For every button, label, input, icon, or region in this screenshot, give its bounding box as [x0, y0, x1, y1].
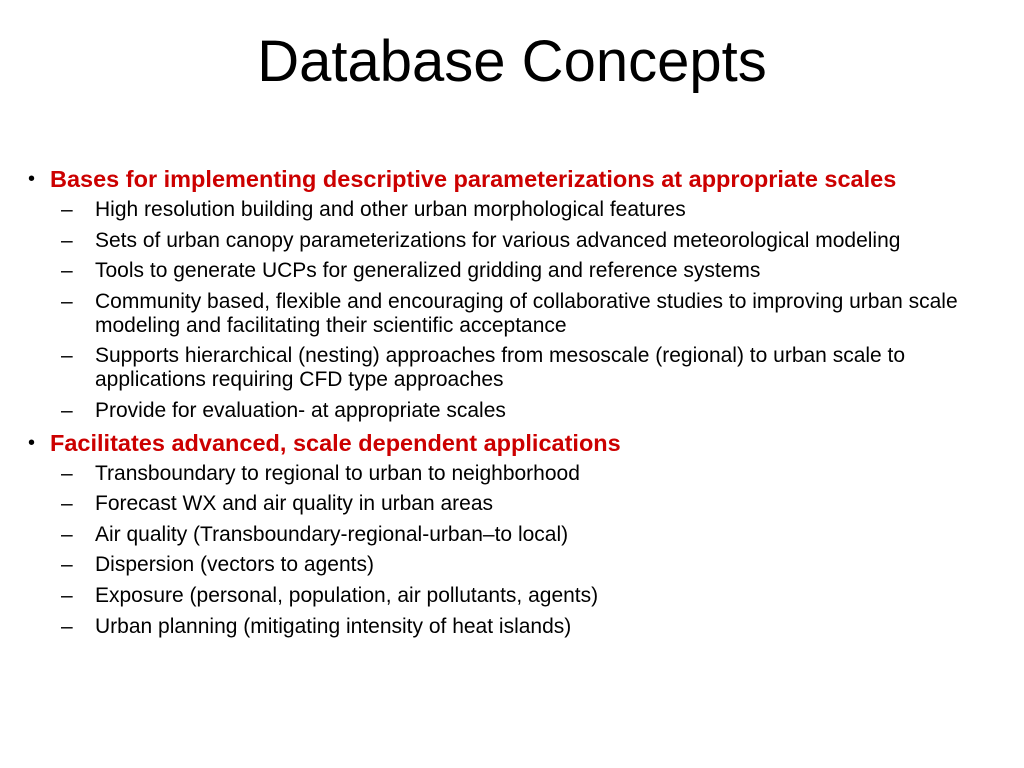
list-item	[28, 229, 1018, 253]
dash-icon: –	[61, 228, 73, 252]
list-item	[28, 584, 1018, 608]
slide-content	[28, 166, 1018, 645]
dash-icon: –	[61, 259, 73, 283]
list-item	[28, 290, 1018, 338]
list-item	[28, 259, 1018, 283]
dash-icon: –	[61, 198, 73, 221]
section-heading	[28, 166, 1018, 192]
list-item	[28, 615, 1018, 639]
dash-icon: –	[61, 492, 73, 516]
list-item-text: High resolution building and other urban morphological features	[95, 198, 686, 221]
section-heading-text: Bases for implementing descriptive parameterizations at appropriate scales	[50, 166, 897, 192]
list-item-text: Exposure (personal, population, air pollutants, agents)	[95, 583, 599, 607]
list-item	[28, 399, 1018, 423]
list-item-text: Air quality (Transboundary-regional-urban–to local)	[95, 522, 569, 546]
dash-icon: –	[61, 553, 73, 577]
dash-icon: –	[61, 614, 73, 638]
section-heading	[28, 430, 1018, 456]
section-heading-text: Facilitates advanced, scale dependent applications	[50, 429, 621, 456]
list-item-text: Provide for evaluation- at appropriate scales	[95, 398, 506, 422]
list-item	[28, 198, 1018, 222]
list-item	[28, 553, 1018, 577]
dash-icon: –	[61, 522, 73, 546]
list-item	[28, 344, 1018, 392]
list-item-text: Tools to generate UCPs for generalized gridding and reference systems	[95, 259, 761, 283]
list-item-text: Transboundary to regional to urban to neighborhood	[95, 461, 580, 485]
list-item-text: Supports hierarchical (nesting) approaches from mesoscale (regional) to urban scale to applications requiring CFD type approaches	[95, 344, 906, 392]
list-item	[28, 462, 1018, 486]
bullet-icon: •	[28, 431, 36, 454]
list-item	[28, 523, 1018, 547]
dash-icon: –	[61, 289, 73, 313]
bullet-icon: •	[28, 168, 36, 190]
section-items	[28, 198, 1018, 423]
section-items	[28, 462, 1018, 639]
list-item-text: Urban planning (mitigating intensity of heat islands)	[95, 614, 572, 638]
dash-icon: –	[61, 461, 73, 485]
dash-icon: –	[61, 344, 73, 368]
list-item-text: Community based, flexible and encouraging of collaborative studies to improving urban scale modeling and facilitating their scientific acceptance	[95, 289, 958, 337]
slide-title: Database Concepts	[257, 29, 767, 94]
list-item-text: Forecast WX and air quality in urban areas	[95, 492, 494, 516]
list-item-text: Dispersion (vectors to agents)	[95, 553, 374, 577]
list-item	[28, 492, 1018, 516]
list-item-text: Sets of urban canopy parameterizations for various advanced meteorological modeling	[95, 228, 901, 252]
dash-icon: –	[61, 398, 73, 422]
dash-icon: –	[61, 583, 73, 607]
